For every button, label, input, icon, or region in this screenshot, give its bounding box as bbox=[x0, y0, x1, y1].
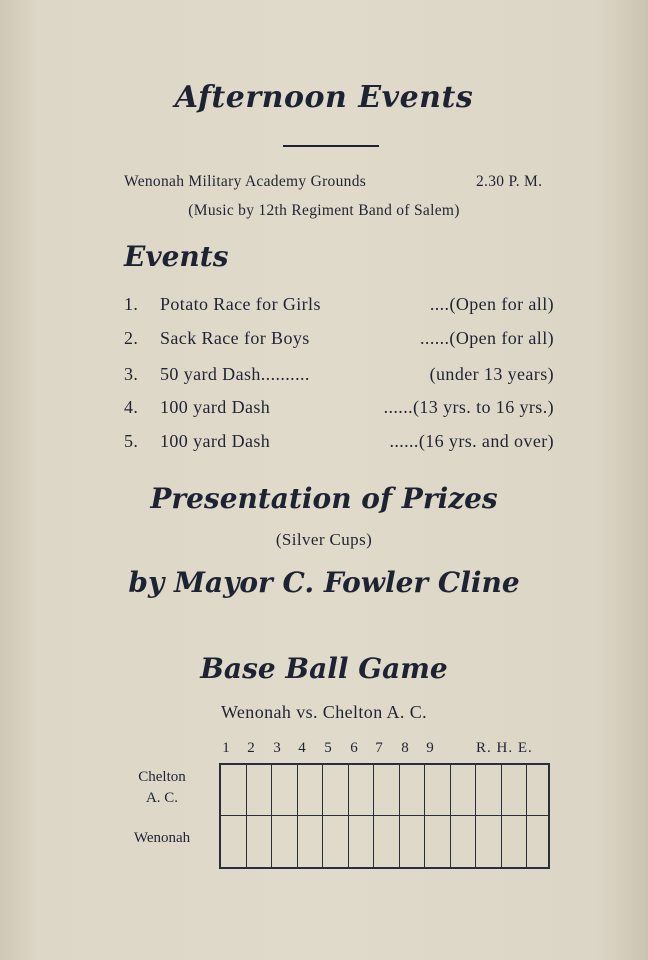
event-name: Sack Race for Boys bbox=[160, 328, 310, 348]
event-category: ......(16 yrs. and over) bbox=[389, 431, 554, 451]
grid-column-line bbox=[501, 765, 502, 867]
presentation-heading: Presentation of Prizes bbox=[150, 482, 498, 515]
page-title: Afternoon Events bbox=[174, 80, 474, 115]
score-grid bbox=[219, 763, 550, 869]
grid-column-line bbox=[322, 765, 323, 867]
event-number: 3. bbox=[124, 364, 139, 384]
grid-column-line bbox=[526, 765, 527, 867]
inning-label: 8 bbox=[401, 740, 409, 756]
grid-column-line bbox=[297, 765, 298, 867]
presenter-line: by Mayor C. Fowler Cline bbox=[128, 566, 520, 599]
event-number: 1. bbox=[124, 294, 139, 314]
inning-label: 3 bbox=[273, 740, 281, 756]
event-item bbox=[120, 431, 554, 461]
event-name: 100 yard Dash bbox=[160, 431, 271, 451]
team-label-wenonah: Wenonah bbox=[133, 830, 191, 846]
event-name: 100 yard Dash bbox=[160, 397, 271, 417]
event-item bbox=[120, 328, 554, 358]
grid-column-line bbox=[271, 765, 272, 867]
grid-column-line bbox=[373, 765, 374, 867]
baseball-heading: Base Ball Game bbox=[200, 652, 448, 685]
inning-label: 2 bbox=[247, 740, 255, 756]
inning-label: 6 bbox=[350, 740, 358, 756]
title-divider bbox=[283, 145, 379, 147]
grid-column-line bbox=[424, 765, 425, 867]
event-number: 5. bbox=[124, 431, 139, 451]
location-text: Wenonah Military Academy Grounds bbox=[124, 173, 367, 190]
team-name-line2: A. C. bbox=[145, 790, 179, 806]
event-name: 50 yard Dash.......... bbox=[160, 364, 310, 384]
event-category: (under 13 years) bbox=[429, 364, 554, 384]
grid-column-line bbox=[450, 765, 451, 867]
grid-column-line bbox=[246, 765, 247, 867]
totals-label: R. H. E. bbox=[476, 740, 533, 756]
event-category: ......(13 yrs. to 16 yrs.) bbox=[383, 397, 554, 417]
time-text: 2.30 P. M. bbox=[476, 173, 543, 190]
event-item bbox=[120, 397, 554, 427]
grid-row-line bbox=[221, 815, 548, 816]
event-item bbox=[120, 364, 554, 394]
grid-column-line bbox=[348, 765, 349, 867]
inning-label: 1 bbox=[222, 740, 230, 756]
team-label-chelton bbox=[124, 767, 200, 809]
grid-column-line bbox=[475, 765, 476, 867]
grid-column-line bbox=[399, 765, 400, 867]
event-number: 2. bbox=[124, 328, 139, 348]
prizes-note: (Silver Cups) bbox=[275, 530, 373, 549]
inning-label: 4 bbox=[298, 740, 306, 756]
event-number: 4. bbox=[124, 397, 139, 417]
event-category: ......(Open for all) bbox=[420, 328, 554, 348]
inning-label: 5 bbox=[324, 740, 332, 756]
matchup-text: Wenonah vs. Chelton A. C. bbox=[220, 702, 428, 722]
event-category: ....(Open for all) bbox=[429, 294, 554, 314]
event-name: Potato Race for Girls bbox=[160, 294, 321, 314]
team-name-line1: Chelton bbox=[138, 769, 186, 785]
events-heading: Events bbox=[124, 240, 229, 273]
inning-label: 7 bbox=[375, 740, 383, 756]
event-item bbox=[120, 294, 554, 324]
music-note: (Music by 12th Regiment Band of Salem) bbox=[188, 202, 460, 219]
inning-label: 9 bbox=[426, 740, 434, 756]
